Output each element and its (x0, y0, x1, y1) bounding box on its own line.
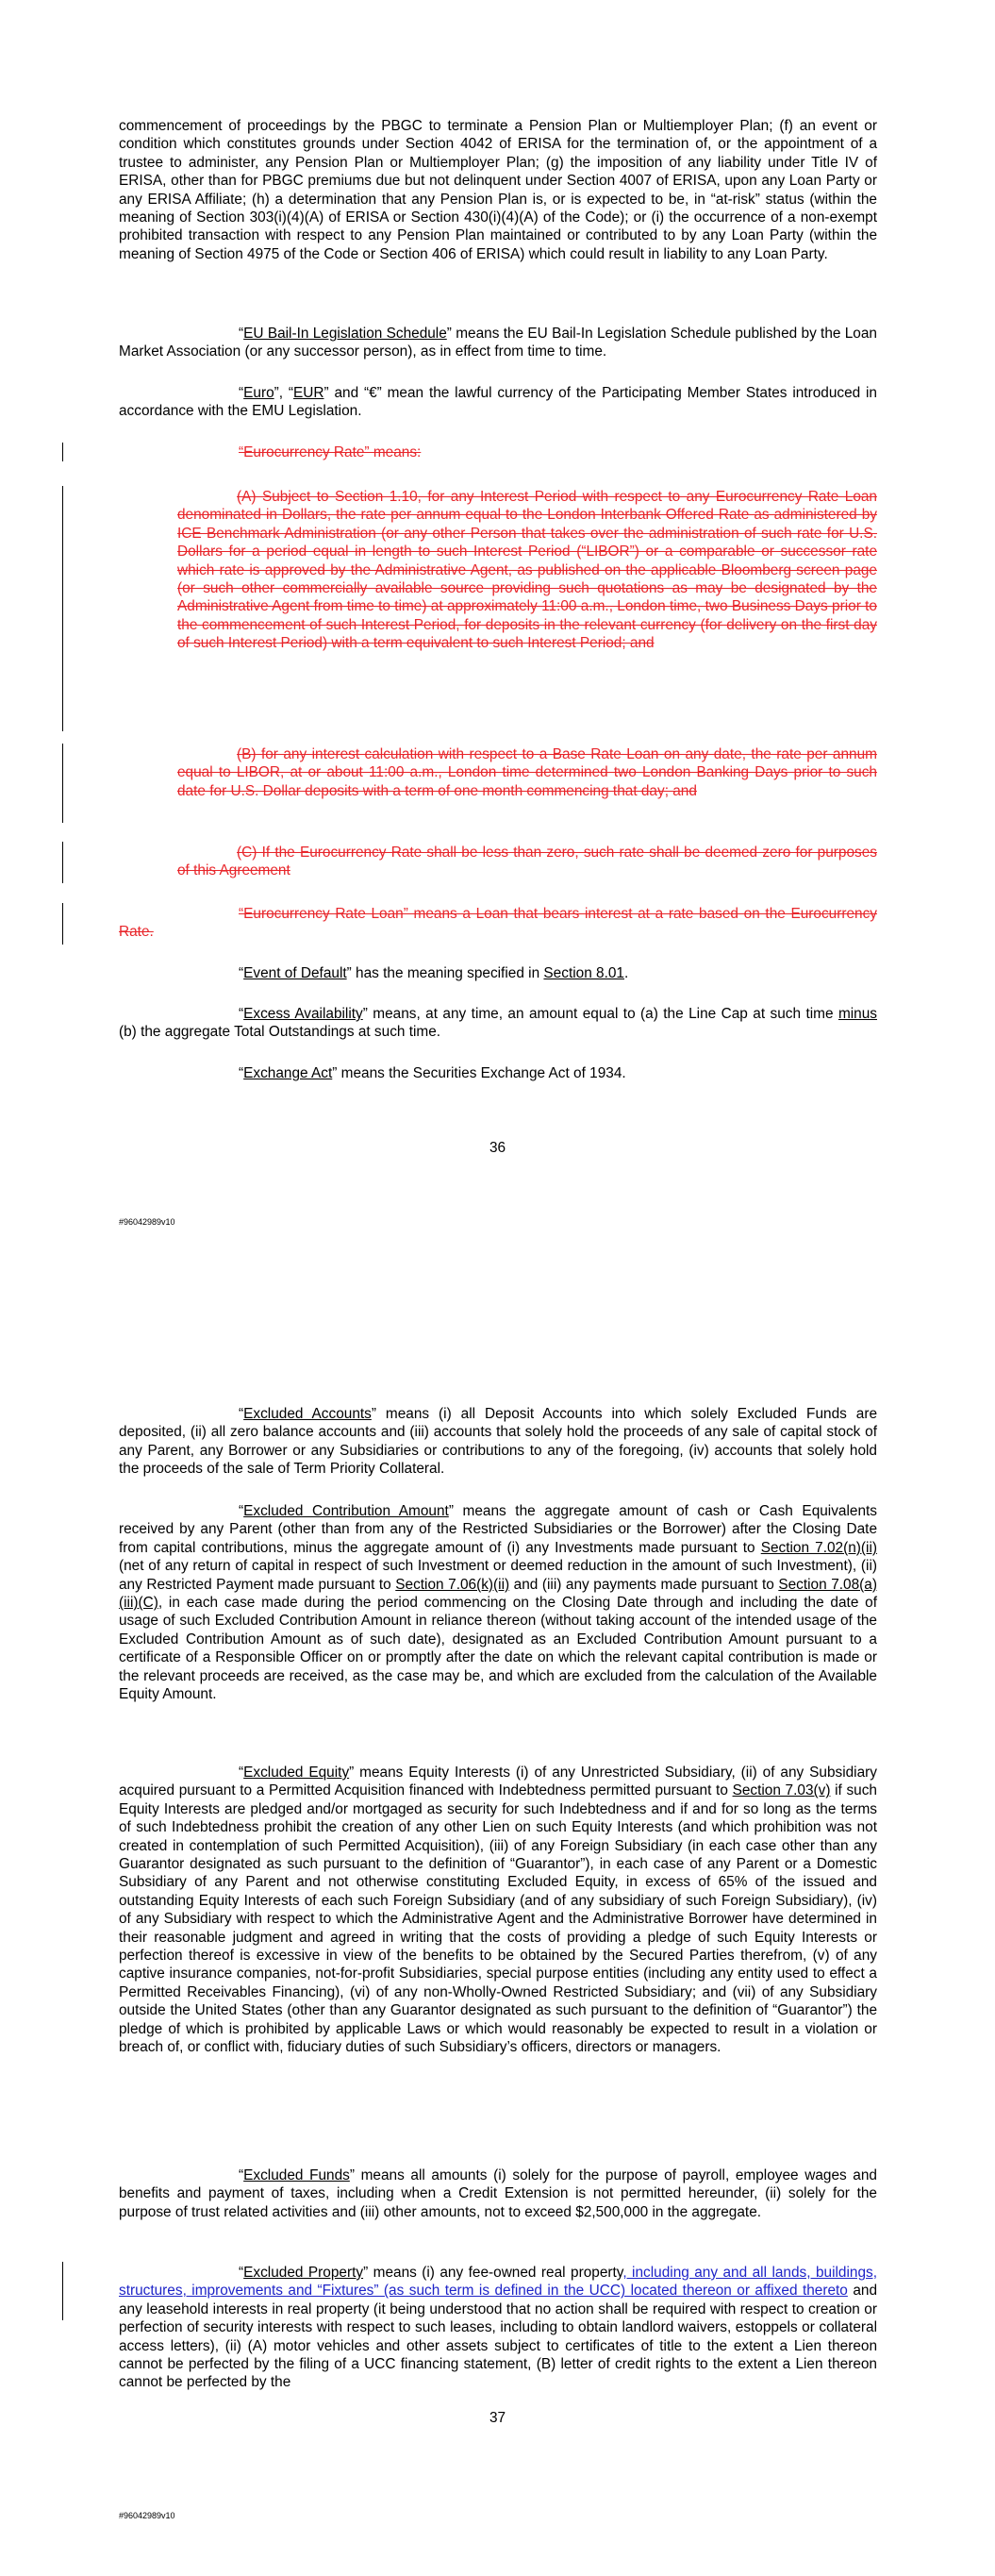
change-bar (62, 842, 63, 883)
defined-term: Exchange Act (243, 1065, 333, 1081)
defined-term: Event of Default (243, 965, 347, 981)
defined-term: EU Bail-In Legislation Schedule (243, 326, 447, 342)
page-number: 37 (489, 2410, 506, 2426)
definition-excluded-property: “Excluded Property” means (i) any fee-owned real property, including any and all lands, buildings, structures, improvements and “Fixtures” (as such term is defined in the UCC) located thereon or affixed thereto and any leasehold interests in real property (it being understood that no action shall be required with respect to creation or perfection of security interests with respect to such leases, including to obtain landlord waivers, estoppels or collateral access letters), (ii) (A) motor vehicles and other assets subject to certificates of title to the extent a Lien thereon cannot be perfected by the filing of a UCC financing statement, (B) letter of credit rights to the extent a Lien thereon cannot be perfected by the (119, 2265, 877, 2391)
definition-excluded-funds: “Excluded Funds” means all amounts (i) solely for the purpose of payroll, employee wages and benefits and payment of taxes, including when a Credit Extension is not permitted hereunder, (ii) solely for the purpose of trust related activities and (iii) other amounts, not to exceed $2,500,000 in the aggregate. (119, 2167, 877, 2220)
deleted-eurocurrency-rate-loan: “Eurocurrency Rate Loan” means a Loan that bears interest at a rate based on the Eurocurrency Rate. (119, 906, 877, 941)
minus-word: minus (837, 1006, 877, 1022)
definition-event-of-default: “Event of Default” has the meaning specified in Section 8.01. (239, 965, 629, 981)
document-id: #96042989v10 (119, 1217, 175, 1227)
definition-excluded-equity: “Excluded Equity” means Equity Interests (i) of any Unrestricted Subsidiary, (ii) of any Subsidiary acquired pursuant to a Permitted Acquisition financed with Indebtedness permitted pursuant to Section 7.03(v) if such Equity Interests are pledged and/or mortgaged as security for such Indebtedness and if and for so long as the terms of such Indebtedness prohibit the creation of any other Lien on such Equity Interests (and which prohibition was not created in contemplation of such Permitted Acquisition), (iii) of any Foreign Subsidiary (in each case other than any Guarantor designated as such pursuant to the definition of “Guarantor”), in each case of any Parent or a Domestic Subsidiary of any Parent and not otherwise constituting Excluded Equity, in excess of 65% of the issued and outstanding Equity Interests of each such Foreign Subsidiary (and of any subsidiary of such Foreign Subsidiary), (iv) of any Subsidiary with respect to which the Administrative Agent and the Administrative Borrower have determined in their reasonable judgment and agreed in writing that the costs of providing a pledge of such Equity Interests or perfection thereof is excessive in view of the benefits to be obtained by the Secured Parties therefrom, (v) of any captive insurance companies, not-for-profit Subsidiaries, special purpose entities (including any entity used to effect a Permitted Receivables Financing), (vi) of any non-Wholly-Owned Restricted Subsidiary; and (vii) of any Subsidiary outside the United States (other than any Guarantor designated as such pursuant to the definition of “Guarantor”) the pledge of which is prohibited by applicable Laws or which would reasonably be expected to result in a violation or breach of, or conflict with, fiduciary duties of such Subsidiary’s officers, directors or managers. (119, 1765, 877, 2056)
defined-term: Euro (243, 385, 274, 401)
defined-term: Excluded Equity (243, 1765, 350, 1781)
defined-term: Excluded Property (243, 2265, 364, 2281)
deleted-eurocurrency-clause-b: (B) for any interest calculation with respect to a Base Rate Loan on any date, the rate per annum equal to LIBOR, at or about 11:00 a.m., London time determined two London Banking Days prior to such date for U.S. Dollar deposits with a term of one month commencing that day; and (177, 746, 877, 799)
definition-excess-availability: “Excess Availability” means, at any time, an amount equal to (a) the Line Cap at such time minus (b) the aggregate Total Outstandings at such time. (119, 1006, 877, 1041)
change-bar (62, 2262, 63, 2320)
section-reference: Section 7.03(v) (732, 1782, 831, 1799)
defined-term: Excluded Funds (243, 2167, 350, 2183)
defined-term: Excluded Accounts (243, 1406, 372, 1422)
erisa-event-continuation: commencement of proceedings by the PBGC to terminate a Pension Plan or Multiemployer Plan; (f) an event or condition which constitutes grounds under Section 4042 of ERISA for the termination of, or the appointment of a trustee to administer, any Pension Plan or Multiemployer Plan; (g) the imposition of any liability under Title IV of ERISA, other than for PBGC premiums due but not delinquent under Section 4007 of ERISA, upon any Loan Party or any ERISA Affiliate; (h) a determination that any Pension Plan is, or is expected to be, in “at-risk” status (within the meaning of Section 303(i)(4)(A) of ERISA or Section 430(i)(4)(A) of the Code); or (i) the occurrence of a non-exempt prohibited transaction with respect to any Pension Plan maintained or contributed to by any Loan Party (within the meaning of Section 4975 of the Code or Section 406 of ERISA) which could result in liability to any Loan Party. (119, 118, 877, 262)
section-reference: Section 7.02(n)(ii) (760, 1539, 877, 1556)
page-37 (0, 1302, 995, 2576)
deleted-eurocurrency-clause-a: (A) Subject to Section 1.10, for any Interest Period with respect to any Eurocurrency Rate Loan denominated in Dollars, the rate per annum equal to the London Interbank Offered Rate as administered by ICE Benchmark Administration (or any other Person that takes over the administration of such rate for U.S. Dollars for a period equal in length to such Interest Period (“LIBOR”) or a comparable or successor rate which rate is approved by the Administrative Agent, as published on the applicable Bloomberg screen page (or such other commercially available source providing such quotations as may be designated by the Administrative Agent from time to time) at approximately 11:00 a.m., London time, two Business Days prior to the commencement of such Interest Period, for deposits in the relevant currency (for delivery on the first day of such Interest Period) with a term equivalent to such Interest Period; and (177, 489, 877, 652)
page-number: 36 (489, 1140, 506, 1156)
definition-excluded-contribution-amount: “Excluded Contribution Amount” means the aggregate amount of cash or Cash Equivalents received by any Parent (other than from any of the Restricted Subsidiaries or the Borrower) after the Closing Date from capital contributions, minus the aggregate amount of (i) any Investments made pursuant to Section 7.02(n)(ii) (net of any return of capital in respect of such Investment or deemed reduction in the amount of such Investment), (ii) any Restricted Payment made pursuant to Section 7.06(k)(ii) and (iii) any payments made pursuant to Section 7.08(a)(iii)(C), in each case made during the period commencing on the Closing Date through and including the date of usage of such Excluded Contribution Amount in reliance thereon (without taking account of the intended usage of the Excluded Contribution Amount as of such date), designated as an Excluded Contribution Amount pursuant to a certificate of a Responsible Officer on or promptly after the date on which the relevant capital contribution is made or the relevant proceeds are received, as the case may be, and which are excluded from the calculation of the Available Equity Amount. (119, 1503, 877, 1703)
defined-term: Excess Availability (243, 1006, 363, 1022)
defined-term: EUR (293, 385, 324, 401)
definition-euro: “Euro”, “EUR” and “€” mean the lawful currency of the Participating Member States introduced in accordance with the EMU Legislation. (119, 385, 877, 420)
section-reference: Section 8.01 (543, 965, 624, 981)
change-bar (62, 744, 63, 823)
section-reference: Section 7.06(k)(ii) (395, 1576, 510, 1593)
deleted-eurocurrency-clause-c: (C) If the Eurocurrency Rate shall be less than zero, such rate shall be deemed zero for purposes of this Agreement (177, 845, 877, 879)
definition-eu-bail-in-schedule: “EU Bail-In Legislation Schedule” means the EU Bail-In Legislation Schedule published by the Loan Market Association (or any successor person), as in effect from time to time. (119, 326, 877, 360)
inserted-text: , including any and all lands, buildings, structures, improvements and “Fixtures” (as such term is defined in the UCC) located thereon or affixed thereto (119, 2265, 877, 2300)
document-id: #96042989v10 (119, 2511, 175, 2520)
deleted-eurocurrency-rate-heading: “Eurocurrency Rate” means: (239, 444, 422, 460)
definition-excluded-accounts: “Excluded Accounts” means (i) all Deposit Accounts into which solely Excluded Funds are deposited, (ii) all zero balance accounts and (iii) accounts that solely hold the proceeds of any sale of capital stock of any Parent, any Borrower or any Subsidiaries or contributions to any of the foregoing, (iv) accounts that solely hold the proceeds of the sale of Term Priority Collateral. (119, 1406, 878, 1478)
change-bar (62, 903, 63, 945)
change-bar (62, 486, 63, 731)
definition-exchange-act: “Exchange Act” means the Securities Exchange Act of 1934. (239, 1065, 626, 1081)
change-bar (62, 443, 63, 461)
defined-term: Excluded Contribution Amount (243, 1503, 449, 1519)
section-reference: Section 7.08(a)(iii)(C) (119, 1576, 877, 1612)
